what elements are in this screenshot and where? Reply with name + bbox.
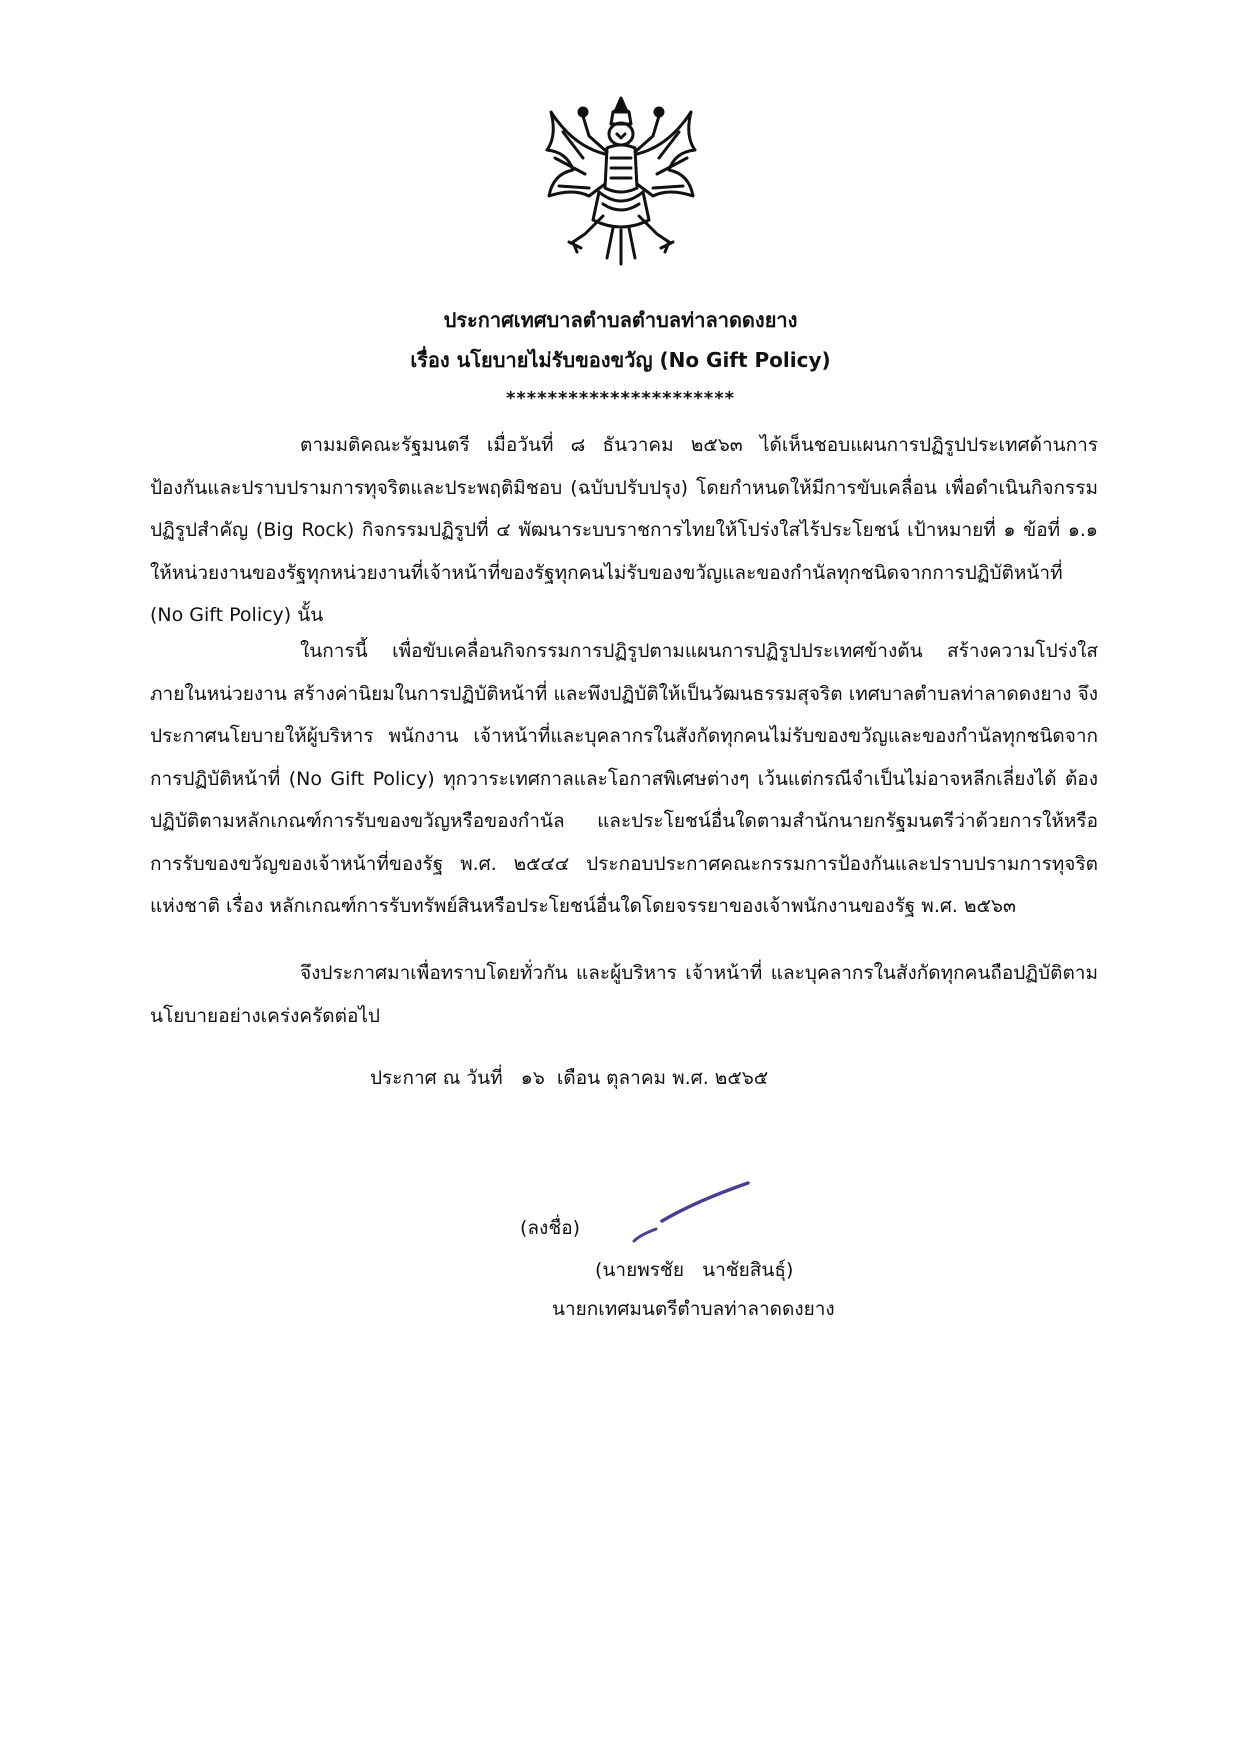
- announcement-title: ประกาศเทศบาลตำบลตำบลท่าลาดดงยาง: [443, 308, 798, 332]
- body-paragraph-2: ในการนี้ เพื่อขับเคลื่อนกิจกรรมการปฏิรูปตามแผนการปฏิรูปประเทศข้างต้น สร้างความโปร่งใสภายในหน่วยงาน สร้างค่านิยมในการปฏิบัติหน้าที่ และพึงปฏิบัติให้เป็นวัฒนธรรมสุจริต เทศบาลตำบลท่าลาดดงยาง จึงประกาศนโยบายให้ผู้บริหาร พนักงาน เจ้าหน้าที่และบุคลากรในสังกัดทุกคนไม่รับของขวัญและของกำนัลทุกชนิดจากการปฏิบัติหน้าที่ (No Gift Policy) ทุกวาระเทศกาลและโอกาสพิเศษต่างๆ เว้นแต่กรณีจำเป็นไม่อาจหลีกเลี่ยงได้ ต้องปฏิบัติตามหลักเกณฑ์การรับของขวัญหรือของกำนัล และประโยชน์อื่นใดตามสำนักนายกรัฐมนตรีว่าด้วยการให้หรือการรับของขวัญของเจ้าหน้าที่ของรัฐ พ.ศ. ๒๕๔๔ ประกอบประกาศคณะกรรมการป้องกันและปราบปรามการทุจริตแห่งชาติ เรื่อง หลักเกณฑ์การรับทรัพย์สินหรือประโยชน์อื่นใดโดยจรรยาของเจ้าพนักงานของรัฐ พ.ศ. ๒๕๖๓: [150, 640, 1098, 917]
- signer-name: (นายพรชัย นาชัยสินธุ์): [595, 1259, 794, 1281]
- handwritten-signature-icon: [626, 1175, 756, 1245]
- body-paragraph-1: ตามมติคณะรัฐมนตรี เมื่อวันที่ ๘ ธันวาคม ๒๕๖๓ ได้เห็นชอบแผนการปฏิรูปประเทศด้านการป้องกันและปราบปรามการทุจริตและประพฤติมิชอบ (ฉบับปรับปรุง) โดยกำหนดให้มีการขับเคลื่อน เพื่อดำเนินกิจกรรมปฏิรูปสำคัญ (Big Rock) กิจกรรมปฏิรูปที่ ๔ พัฒนาระบบราชการไทยให้โปร่งใสไร้ประโยชน์ เป้าหมายที่ ๑ ข้อที่ ๑.๑ ให้หน่วยงานของรัฐทุกหน่วยงานที่เจ้าหน้าที่ของรัฐทุกคนไม่รับของขวัญและของกำนัลทุกชนิดจากการปฏิบัติหน้าที่ (No Gift Policy) นั้น: [150, 434, 1098, 626]
- announcement-subject: เรื่อง นโยบายไม่รับของขวัญ (No Gift Policy): [410, 348, 831, 372]
- body-paragraph-3: จึงประกาศมาเพื่อทราบโดยทั่วกัน และผู้บริหาร เจ้าหน้าที่ และบุคลากรในสังกัดทุกคนถือปฏิบัติตามนโยบายอย่างเคร่งครัดต่อไป: [150, 962, 1098, 1027]
- garuda-emblem-icon: [533, 92, 709, 270]
- title-separator: **********************: [505, 388, 736, 409]
- signature-label: (ลงชื่อ): [520, 1217, 581, 1239]
- announcement-date: ประกาศ ณ วันที่ ๑๖ เดือน ตุลาคม พ.ศ. ๒๕๖๕: [370, 1067, 769, 1089]
- signer-title: นายกเทศมนตรีตำบลท่าลาดดงยาง: [552, 1298, 835, 1320]
